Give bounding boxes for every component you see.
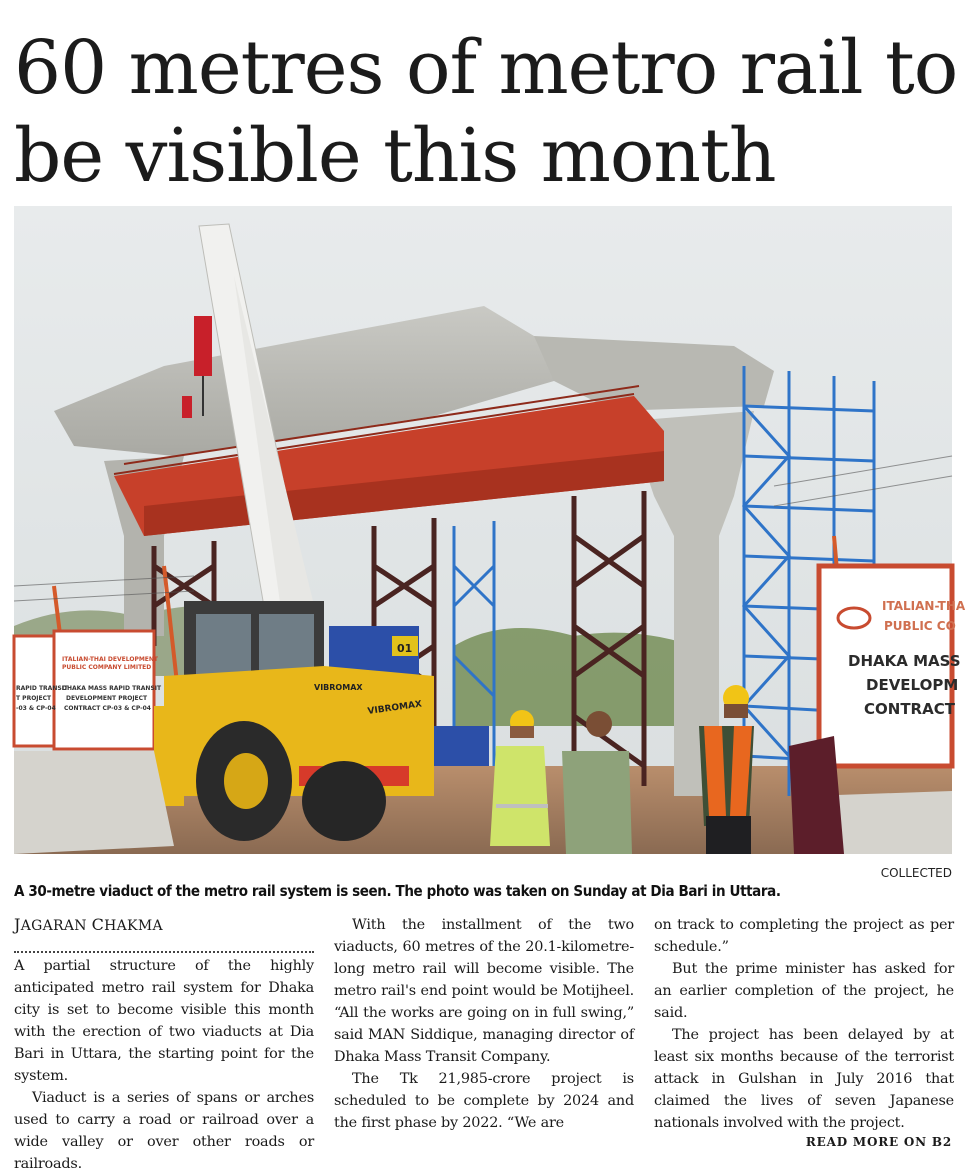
byline <box>14 914 314 937</box>
right-sign-line-4: DEVELOPM <box>866 676 959 694</box>
left-sign-line-3: DHAKA MASS RAPID TRANSIT <box>62 685 162 692</box>
article-column-2 <box>334 914 634 1134</box>
article-column-3 <box>654 914 954 1134</box>
photo-credit: COLLECTED <box>880 866 952 880</box>
right-sign-line-1: ITALIAN-THA <box>882 599 966 613</box>
left-sign-partial-line-2: T PROJECT <box>16 695 52 702</box>
paragraph: The Tk 21,985-crore project is scheduled to be complete by 2024 and the first phase by 2022. “We are <box>334 1071 634 1131</box>
paragraph: on track to completing the project as per schedule.” <box>654 917 954 955</box>
photo-caption: A 30-metre viaduct of the metro rail system is seen. The photo was taken on Sunday at Dia Bari in Uttara. <box>14 882 781 900</box>
right-sign-line-3: DHAKA MASS <box>848 652 961 670</box>
left-sign-line-5: CONTRACT CP-03 & CP-04 <box>64 705 151 712</box>
article-column-1 <box>14 914 314 1175</box>
byline-last-initial: C <box>91 915 105 934</box>
right-sign-line-5: CONTRACT <box>864 700 955 718</box>
roller-brand-label: VIBROMAX <box>314 683 363 692</box>
right-sign-line-2: PUBLIC CO <box>884 619 956 633</box>
byline-first-initial: J <box>14 915 21 934</box>
left-sign-line-1: ITALIAN-THAI DEVELOPMENT <box>62 656 159 663</box>
byline-first-rest: AGARAN <box>20 918 87 934</box>
byline-divider <box>14 941 314 953</box>
paragraph: With the installment of the two viaducts, 60 metres of the 20.1-kilometre-long metro rail will become visible. The metro rail's end point would be Motijheel. “All the works are going on in full swing,” said MAN Siddique, managing director of Dhaka Mass Transit Company. <box>334 917 634 1065</box>
machine-number: 01 <box>397 642 413 655</box>
roller-side-label: VIBROMAX <box>367 699 423 717</box>
paragraph: Viaduct is a series of spans or arches used to carry a road or railroad over a wide valley or over other roads or railroads. <box>14 1090 314 1172</box>
left-sign-partial-line-3: -03 & CP-04 <box>16 705 56 712</box>
paragraph: The project has been delayed by at least six months because of the terrorist attack in Gulshan in July 2016 that claimed the lives of seven Japanese nationals involved with the project. <box>654 1027 954 1131</box>
paragraph: A partial structure of the highly anticipated metro rail system for Dhaka city is set to become visible this month with the erection of two viaducts at Dia Bari in Uttara, the starting point for the system. <box>14 958 314 1084</box>
headline-line-2: be visible this month <box>14 113 776 199</box>
left-sign-line-2: PUBLIC COMPANY LIMITED <box>62 664 152 671</box>
headline-line-1: 60 metres of metro rail to <box>14 25 958 111</box>
news-photo-metro-viaduct <box>14 206 966 854</box>
paragraph: But the prime minister has asked for an earlier completion of the project, he said. <box>654 961 954 1021</box>
byline-last-rest: HAKMA <box>104 918 163 934</box>
left-sign-partial-line-1: RAPID TRANSIT <box>16 685 68 692</box>
headline <box>14 24 964 200</box>
read-more-link[interactable]: READ MORE ON B2 <box>805 1135 952 1149</box>
left-sign-line-4: DEVELOPMENT PROJECT <box>66 695 148 702</box>
